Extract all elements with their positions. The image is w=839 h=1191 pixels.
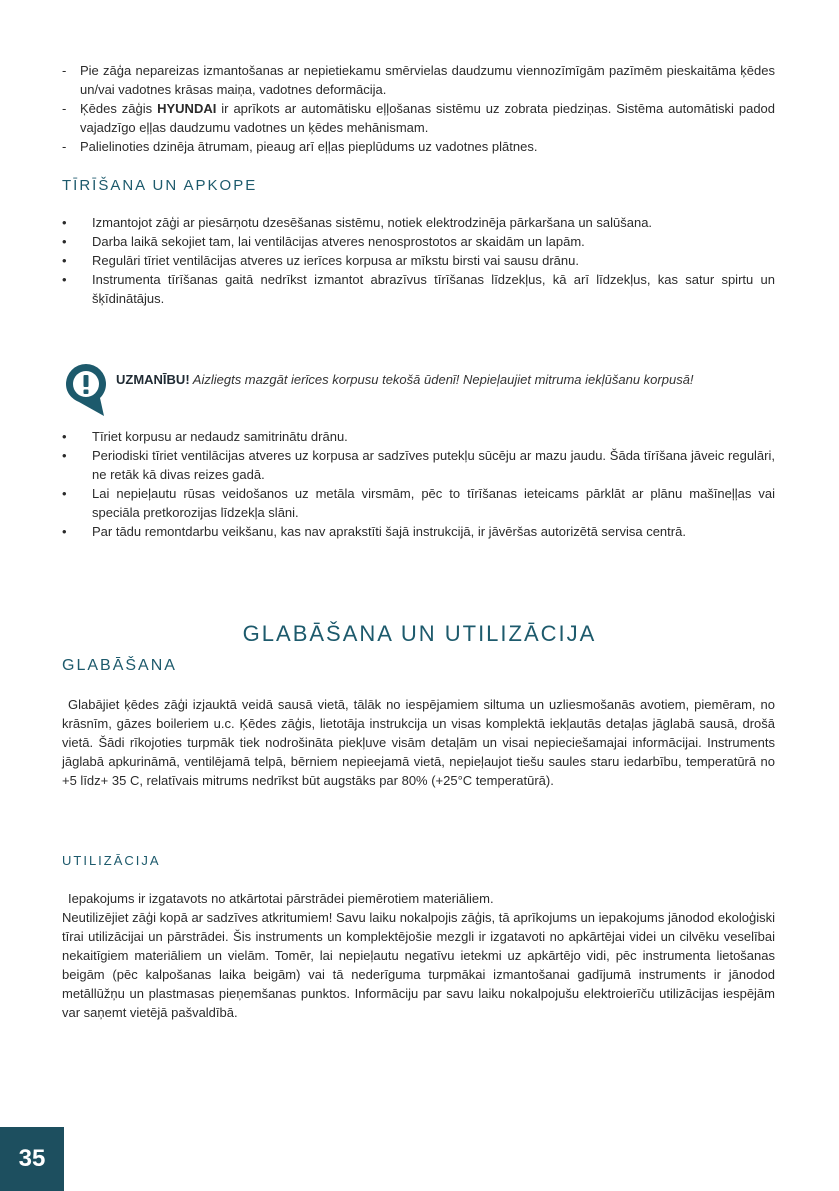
bullet-mark: • — [62, 429, 67, 444]
bullet-mark: • — [62, 524, 67, 539]
list-item-text: Pie zāģa nepareizas izmantošanas ar nepietiekamu smērvielas daudzumu viennozīmīgām pazīmēm pieskaitāma ķēdes un/vai vadotnes krāsas maiņa, vadotnes deformācija. — [80, 63, 775, 97]
warning-callout — [64, 362, 780, 422]
intro-list — [62, 61, 775, 156]
list-item-text: Darba laikā sekojiet tam, lai ventilācijas atveres nenosprostotos ar skaidām un lapām. — [92, 234, 585, 249]
list-item-text: Instrumenta tīrīšanas gaitā nedrīkst izmantot abrazīvus tīrīšanas līdzekļus, kā arī līdzekļus, kas satur spirtu un šķīdinātājus. — [92, 272, 775, 306]
disposal-paragraph-2: Neutilizējiet zāģi kopā ar sadzīves atkritumiem! Savu laiku nokalpojis zāģis, tā aprīkojums un iepakojums jānodod ekoloģiski tīrai utilizācijai un pārstrādei. Šis instruments un komplektējošie mezgli ir izgatavoti no apkārtējai videi un cilvēku veselībai nekaitīgiem materiāliem un vielām. Tomēr, lai nepieļautu negatīvu ietekmi uz apkārtējo vidi, pēc instrumenta lietošanas beigām (pēc kalpošanas laika beigām) vai tā nederīguma turpmākai izmantošanai gadījumā instruments ir jānodod metāllūžņu un plastmasas pieņemšanas punktos. Informāciju par savu laiku nokalpojušu elektroierīču utilizācijas iespējām var saņemt vietējā pašvaldībā. — [62, 910, 775, 1020]
list-item-text: Palielinoties dzinēja ātrumam, pieaug arī eļļas pieplūdums uz vadotnes plātnes. — [80, 139, 538, 154]
list-item — [62, 232, 775, 251]
exclamation-icon — [64, 362, 108, 418]
list-item-text-after: ir aprīkots ar automātisku eļļošanas sistēmu uz zobrata piedziņas. Sistēma automātiski padod vajadzīgo eļļas daudzumu vadotnes un ķēdes mehānismam. — [80, 101, 776, 135]
cleaning-list — [62, 213, 775, 308]
bullet-mark: • — [62, 215, 67, 230]
cleaning-heading: TĪRĪŠANA UN APKOPE — [62, 177, 258, 194]
list-item-text: Regulāri tīriet ventilācijas atveres uz ierīces korpusa ar mīkstu birsti vai sausu drānu. — [92, 253, 579, 268]
list-item — [62, 484, 775, 522]
bullet-mark: • — [62, 253, 67, 268]
brand-name: HYUNDAI — [157, 101, 217, 116]
list-item — [62, 213, 775, 232]
page-number: 35 — [0, 1127, 64, 1191]
list-item — [62, 137, 775, 156]
list-item — [62, 446, 775, 484]
list-item-text: Izmantojot zāģi ar piesārņotu dzesēšanas sistēmu, notiek elektrodzinēja pārkaršana un salūšana. — [92, 215, 653, 230]
bullet-mark: • — [62, 486, 67, 501]
warning-label: UZMANĪBU! — [116, 372, 190, 387]
list-item-text: Par tādu remontdarbu veikšanu, kas nav aprakstīti šajā instrukcijā, ir jāvēršas autorizētā servisa centrā. — [92, 524, 686, 539]
list-item-text: Tīriet korpusu ar nedaudz samitrinātu drānu. — [92, 429, 348, 444]
list-item — [62, 99, 775, 137]
warning-text — [116, 370, 694, 389]
dash-mark: - — [62, 139, 67, 154]
storage-paragraph: Glabājiet ķēdes zāģi izjauktā veidā sausā vietā, tālāk no iespējamiem siltuma un uzliesmošanās avotiem, piemēram, no krāsnīm, gāzes boileriem u.c. Ķēdes zāģis, lietotāja instrukcija un visas komplektā iekļautās detaļas jāglabā sausā, drošā vietā. Šādi rīkojoties turpmāk tiek nodrošināta piekļuve visām detaļām un visai nepieciešamajai informācijai. Instruments jāglabā apkurināmā, ventilējamā telpā, bērniem nepieejamā vietā, nepieļaujot tiešu saules staru iedarbību, temperatūrā no +5 līdz+ 35 C, relatīvais mitrums nedrīkst būt augstāks par 80% (+25°C temperatūrā). — [62, 697, 775, 788]
disposal-heading: UTILIZĀCIJA — [62, 853, 161, 868]
section-title: GLABĀŠANA UN UTILIZĀCIJA — [242, 621, 597, 646]
list-item-text-before: Ķēdes zāģis — [80, 101, 158, 116]
disposal-section — [62, 889, 775, 1022]
disposal-paragraph-1: Iepakojums ir izgatavots no atkārtotai pārstrādei piemērotiem materiāliem. — [68, 891, 494, 906]
dash-mark: - — [62, 101, 67, 116]
list-item — [62, 427, 775, 446]
storage-heading: GLABĀŠANA — [62, 657, 177, 674]
list-item — [62, 522, 775, 541]
list-item-text: Lai nepieļautu rūsas veidošanos uz metāla virsmām, pēc to tīrīšanas ieteicams pārklāt ar plānu mašīneļļas vai speciāla pretkorozijas līdzekļa slāni. — [92, 486, 775, 520]
bullet-mark: • — [62, 234, 67, 249]
list-item-text: Periodiski tīriet ventilācijas atveres uz korpusa ar sadzīves putekļu sūcēju ar mazu jaudu. Šāda tīrīšana jāveic regulāri, ne retāk kā divas reizes gadā. — [92, 448, 775, 482]
care-list — [62, 427, 775, 541]
list-item — [62, 251, 775, 270]
dash-mark: - — [62, 63, 67, 78]
bullet-mark: • — [62, 448, 67, 463]
warning-message: Aizliegts mazgāt ierīces korpusu tekošā ūdenī! Nepieļaujiet mitruma iekļūšanu korpusā! — [189, 372, 694, 387]
list-item — [62, 61, 775, 99]
list-item — [62, 270, 775, 308]
bullet-mark: • — [62, 272, 67, 287]
